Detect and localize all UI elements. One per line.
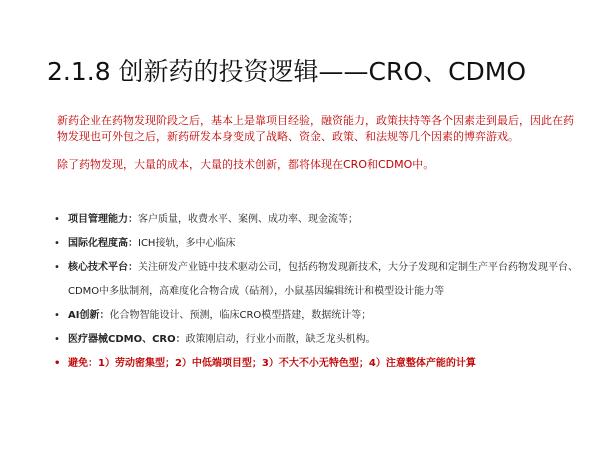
bullet-text: 客户质量，收费水平、案例、成功率、现金流等； (138, 214, 358, 225)
bullet-key: 核心技术平台： (68, 262, 138, 273)
bullet-key: 避免： (68, 358, 98, 369)
bullet-internationalization (48, 232, 593, 256)
bullet-marker: • (54, 238, 60, 249)
bullet-key: AI创新： (68, 310, 110, 321)
bullet-key: 医疗器械CDMO、CRO： (68, 334, 186, 345)
bullet-list (48, 208, 593, 376)
bullet-marker: • (54, 310, 60, 321)
bullet-medical-device (48, 328, 593, 352)
bullet-text: 化合物智能设计、预测，临床CRO模型搭建，数据统计等； (109, 310, 372, 321)
bullet-marker: • (54, 358, 61, 369)
bullet-text: 1）劳动密集型；2）中低端项目型；3）不大不小无特色型；4）注意整体产能的计算 (98, 358, 476, 369)
bullet-core-technology (48, 256, 593, 304)
bullet-text: ICH接轨，多中心临床 (138, 238, 236, 249)
bullet-text: 政策刚启动，行业小而散，缺乏龙头机构。 (185, 334, 376, 345)
bullet-text: 关注研发产业链中技术驱动公司，包括药物发现新技术，大分子发现和定制生产平台药物发现平台、CDMO中多肽制剂，高难度化合物合成（砧剂），小鼠基因编辑统计和模型设计能力等 (68, 262, 578, 297)
bullet-project-management (48, 208, 593, 232)
intro-paragraph-2: 除了药物发现，大量的成本，大量的技术创新，都将体现在CRO和CDMO中。 (57, 158, 435, 171)
bullet-key: 项目管理能力： (68, 214, 138, 225)
intro-paragraph-1: 新药企业在药物发现阶段之后，基本上是靠项目经验，融资能力，政策扶持等各个因素走到最后，因此在药物发现也可外包之后，新药研发本身变成了战略、资金、政策、和法规等几个因素的博弈游戏。 (57, 114, 574, 143)
bullet-avoid (48, 352, 593, 376)
bullet-marker: • (54, 334, 60, 345)
bullet-marker: • (54, 262, 60, 273)
bullet-key: 国际化程度高： (68, 238, 138, 249)
bullet-marker: • (54, 214, 60, 225)
intro-text (57, 113, 577, 173)
slide-title: 2.1.8 创新药的投资逻辑——CRO、CDMO (47, 57, 527, 86)
bullet-ai-innovation (48, 304, 593, 328)
